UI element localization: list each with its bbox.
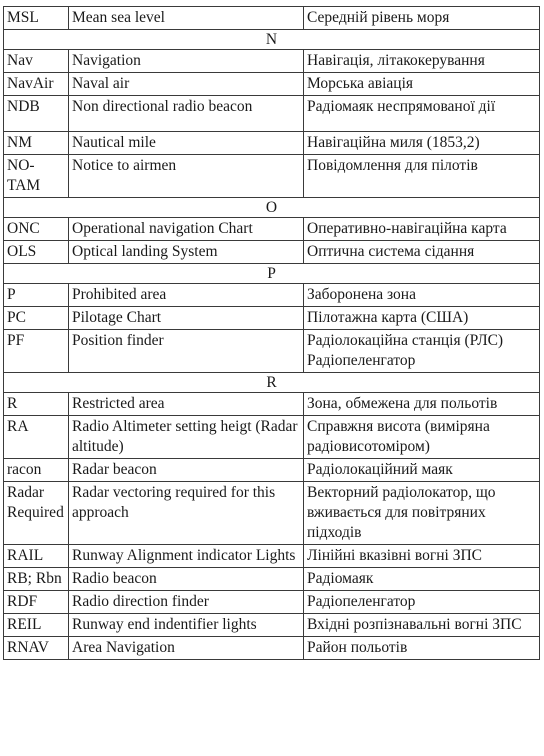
section-header-row bbox=[4, 198, 540, 218]
abbreviation-cell: racon bbox=[4, 459, 69, 482]
table-row bbox=[4, 218, 540, 241]
abbreviation-cell: RAIL bbox=[4, 545, 69, 568]
ukrainian-term-cell: Навігаційна миля (1853,2) bbox=[304, 132, 540, 155]
abbreviation-cell: NO-TAM bbox=[4, 155, 69, 198]
english-term-cell: Operational navigation Chart bbox=[69, 218, 304, 241]
ukrainian-term-cell: Повідомлення для пілотів bbox=[304, 155, 540, 198]
table-row bbox=[4, 7, 540, 30]
table-row bbox=[4, 50, 540, 73]
section-header-row bbox=[4, 264, 540, 284]
abbreviation-cell: ONC bbox=[4, 218, 69, 241]
english-term-cell: Nautical mile bbox=[69, 132, 304, 155]
ukrainian-term-cell: Радіолокаційна станція (РЛС) Радіопеленгатор bbox=[304, 330, 540, 373]
section-letter: R bbox=[4, 373, 540, 393]
english-term-cell: Optical landing System bbox=[69, 241, 304, 264]
english-term-cell: Mean sea level bbox=[69, 7, 304, 30]
abbreviation-cell: REIL bbox=[4, 614, 69, 637]
abbreviation-cell: PF bbox=[4, 330, 69, 373]
ukrainian-term-cell: Заборонена зона bbox=[304, 284, 540, 307]
abbreviation-cell: NM bbox=[4, 132, 69, 155]
table-row bbox=[4, 545, 540, 568]
table-row bbox=[4, 614, 540, 637]
ukrainian-term-cell: Справжня висота (виміряна радіовисотоміром) bbox=[304, 416, 540, 459]
table-row bbox=[4, 96, 540, 132]
english-term-cell: Radio beacon bbox=[69, 568, 304, 591]
table-row bbox=[4, 73, 540, 96]
abbreviation-cell: NDB bbox=[4, 96, 69, 132]
english-term-cell: Radar vectoring required for this approach bbox=[69, 482, 304, 545]
english-term-cell: Runway Alignment indicator Lights bbox=[69, 545, 304, 568]
abbreviation-cell: P bbox=[4, 284, 69, 307]
abbreviation-cell: NavAir bbox=[4, 73, 69, 96]
abbreviation-cell: RA bbox=[4, 416, 69, 459]
ukrainian-term-cell: Зона, обмежена для польотів bbox=[304, 393, 540, 416]
ukrainian-term-cell: Оптична система сідання bbox=[304, 241, 540, 264]
abbreviation-cell: RNAV bbox=[4, 637, 69, 660]
table-row bbox=[4, 330, 540, 373]
section-header-row bbox=[4, 373, 540, 393]
english-term-cell: Non directional radio beacon bbox=[69, 96, 304, 132]
section-letter: N bbox=[4, 30, 540, 50]
abbreviation-cell: OLS bbox=[4, 241, 69, 264]
english-term-cell: Radio direction finder bbox=[69, 591, 304, 614]
table-row bbox=[4, 637, 540, 660]
ukrainian-term-cell: Пілотажна карта (США) bbox=[304, 307, 540, 330]
english-term-cell: Navigation bbox=[69, 50, 304, 73]
section-header-row bbox=[4, 30, 540, 50]
section-letter: P bbox=[4, 264, 540, 284]
english-term-cell: Restricted area bbox=[69, 393, 304, 416]
english-term-cell: Radar beacon bbox=[69, 459, 304, 482]
english-term-cell: Radio Altimeter setting heigt (Radar altitude) bbox=[69, 416, 304, 459]
english-term-cell: Notice to airmen bbox=[69, 155, 304, 198]
abbreviation-cell: Radar Required bbox=[4, 482, 69, 545]
ukrainian-term-cell: Радіомаяк неспрямованої дії bbox=[304, 96, 540, 132]
ukrainian-term-cell: Оперативно-навігаційна карта bbox=[304, 218, 540, 241]
ukrainian-term-cell: Лінійні вказівні вогні ЗПС bbox=[304, 545, 540, 568]
table-row bbox=[4, 155, 540, 198]
table-row bbox=[4, 568, 540, 591]
english-term-cell: Prohibited area bbox=[69, 284, 304, 307]
abbreviation-cell: R bbox=[4, 393, 69, 416]
abbreviation-cell: MSL bbox=[4, 7, 69, 30]
section-letter: O bbox=[4, 198, 540, 218]
table-row bbox=[4, 307, 540, 330]
english-term-cell: Area Navigation bbox=[69, 637, 304, 660]
table-row bbox=[4, 132, 540, 155]
abbreviation-glossary-table bbox=[3, 6, 540, 660]
table-row bbox=[4, 284, 540, 307]
glossary-body bbox=[4, 7, 540, 660]
abbreviation-cell: RB; Rbn bbox=[4, 568, 69, 591]
ukrainian-term-cell: Навігація, літакокерування bbox=[304, 50, 540, 73]
table-row bbox=[4, 416, 540, 459]
ukrainian-term-cell: Вхідні розпізнавальні вогні ЗПС bbox=[304, 614, 540, 637]
abbreviation-cell: Nav bbox=[4, 50, 69, 73]
ukrainian-term-cell: Векторний радіолокатор, що вживається для повітряних підходів bbox=[304, 482, 540, 545]
ukrainian-term-cell: Морська авіація bbox=[304, 73, 540, 96]
table-row bbox=[4, 459, 540, 482]
english-term-cell: Position finder bbox=[69, 330, 304, 373]
ukrainian-term-cell: Радіопеленгатор bbox=[304, 591, 540, 614]
ukrainian-term-cell: Радіолокаційний маяк bbox=[304, 459, 540, 482]
table-row bbox=[4, 241, 540, 264]
table-row bbox=[4, 591, 540, 614]
english-term-cell: Naval air bbox=[69, 73, 304, 96]
abbreviation-cell: RDF bbox=[4, 591, 69, 614]
table-row bbox=[4, 482, 540, 545]
ukrainian-term-cell: Середній рівень моря bbox=[304, 7, 540, 30]
english-term-cell: Pilotage Chart bbox=[69, 307, 304, 330]
ukrainian-term-cell: Район польотів bbox=[304, 637, 540, 660]
table-row bbox=[4, 393, 540, 416]
abbreviation-cell: PC bbox=[4, 307, 69, 330]
ukrainian-term-cell: Радіомаяк bbox=[304, 568, 540, 591]
english-term-cell: Runway end indentifier lights bbox=[69, 614, 304, 637]
